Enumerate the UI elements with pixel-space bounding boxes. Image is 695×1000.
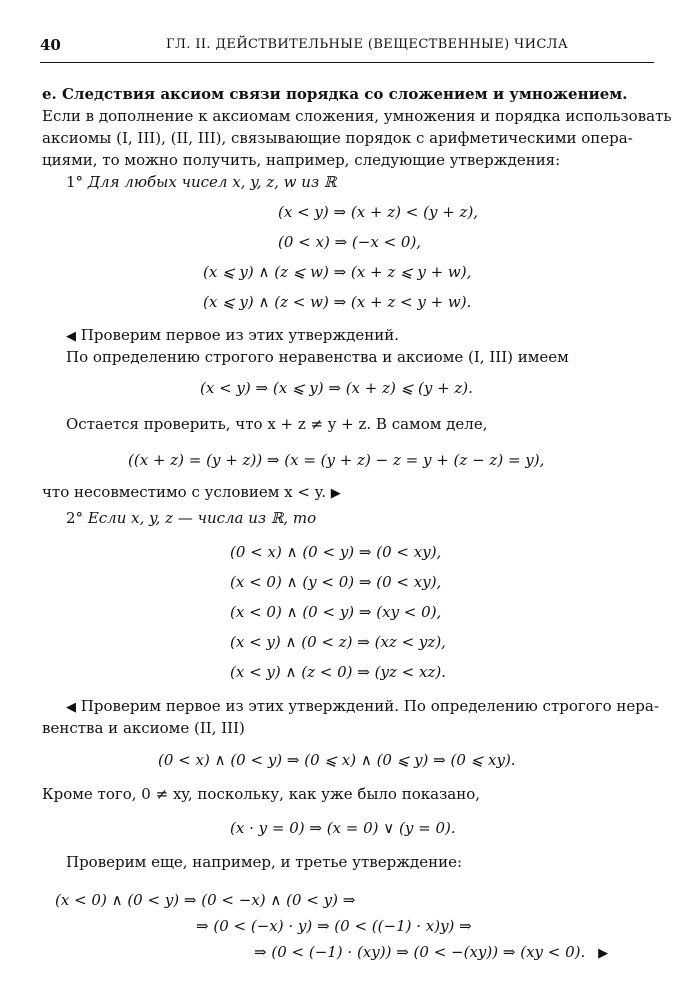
item2-formula-1: (0 < x) ∧ (0 < y) ⇒ (0 < xy), [230,543,442,561]
proof-end-marker: ▶ [598,946,609,961]
item1-formula-1: (x < y) ⇒ (x + z) < (y + z), [278,203,479,221]
item2-formula-5: (x < y) ∧ (z < 0) ⇒ (yz < xz). [230,663,446,681]
proof1-line-4: что несовместимо с условием x < y. [42,483,326,501]
proof-start-marker: ◀ [66,700,76,715]
proof-start-marker: ◀ [66,329,76,344]
proof2-chain-1: (x < 0) ∧ (0 < y) ⇒ (0 < −x) ∧ (0 < y) ⇒ [55,891,356,909]
section-title: е. Следствия аксиом связи порядка со сложением и умножением. [42,85,628,103]
item1-formula-2: (0 < x) ⇒ (−x < 0), [278,233,422,251]
item1-text: Для любых чисел x, y, z, w из ℝ [87,173,337,191]
proof2-line-1: Проверим первое из этих утверждений. По определению строгого нера- [80,697,659,715]
item2-statement [66,508,316,528]
intro-line-3: циями, то можно получить, например, следующие утверждения: [42,151,561,169]
item1-formula-4: (x ⩽ y) ∧ (z < w) ⇒ (x + z < y + w). [203,293,472,311]
intro-line-2: аксиомы (I, III), (II, III), связывающие порядок с арифметическими опера- [42,129,633,147]
proof2-chain-3 [254,942,608,964]
proof2-line-2: венства и аксиоме (II, III) [42,719,245,737]
proof2-formula-2: (x · y = 0) ⇒ (x = 0) ∨ (y = 0). [230,819,456,837]
proof2-chain-2: ⇒ (0 < (−x) · y) ⇒ (0 < ((−1) · x)y) ⇒ [196,917,472,935]
proof2-chain-3-text: ⇒ (0 < (−1) · (xy)) ⇒ (0 < −(xy)) ⇒ (xy < 0). [254,943,586,961]
proof1-conclusion [42,482,341,504]
intro-line-1: Если в дополнение к аксиомам сложения, умножения и порядка использовать [42,107,672,125]
item2-label: 2° [66,509,84,527]
proof-end-marker: ▶ [330,486,341,501]
item2-text: Если x, y, z — числа из ℝ, то [87,509,317,527]
proof1-intro [66,325,399,347]
page-number: 40 [40,36,61,54]
item1-label: 1° [66,173,84,191]
proof2-formula-1: (0 < x) ∧ (0 < y) ⇒ (0 ⩽ x) ∧ (0 ⩽ y) ⇒ (0 ⩽ xy). [158,751,516,769]
proof1-line-3: Остается проверить, что x + z ≠ y + z. В самом деле, [66,415,488,433]
proof1-line-2: По определению строгого неравенства и аксиоме (I, III) имеем [66,348,569,366]
running-head: ГЛ. II. ДЕЙСТВИТЕЛЬНЫЕ (ВЕЩЕСТВЕННЫЕ) ЧИСЛА [166,37,569,52]
proof2-line-3: Кроме того, 0 ≠ xy, поскольку, как уже было показано, [42,785,480,803]
item2-formula-2: (x < 0) ∧ (y < 0) ⇒ (0 < xy), [230,573,442,591]
proof1-formula-1: (x < y) ⇒ (x ⩽ y) ⇒ (x + z) ⩽ (y + z). [200,379,473,397]
item1-statement [66,172,336,192]
proof1-formula-2: ((x + z) = (y + z)) ⇒ (x = (y + z) − z = y + (z − z) = y), [128,451,545,469]
proof2-line-4: Проверим еще, например, и третье утверждение: [66,853,463,871]
item2-formula-4: (x < y) ∧ (0 < z) ⇒ (xz < yz), [230,633,446,651]
page-header [40,36,654,63]
item2-formula-3: (x < 0) ∧ (0 < y) ⇒ (xy < 0), [230,603,442,621]
proof1-line-1: Проверим первое из этих утверждений. [80,326,400,344]
item1-formula-3: (x ⩽ y) ∧ (z ⩽ w) ⇒ (x + z ⩽ y + w), [203,263,472,281]
proof2-intro [66,696,659,718]
